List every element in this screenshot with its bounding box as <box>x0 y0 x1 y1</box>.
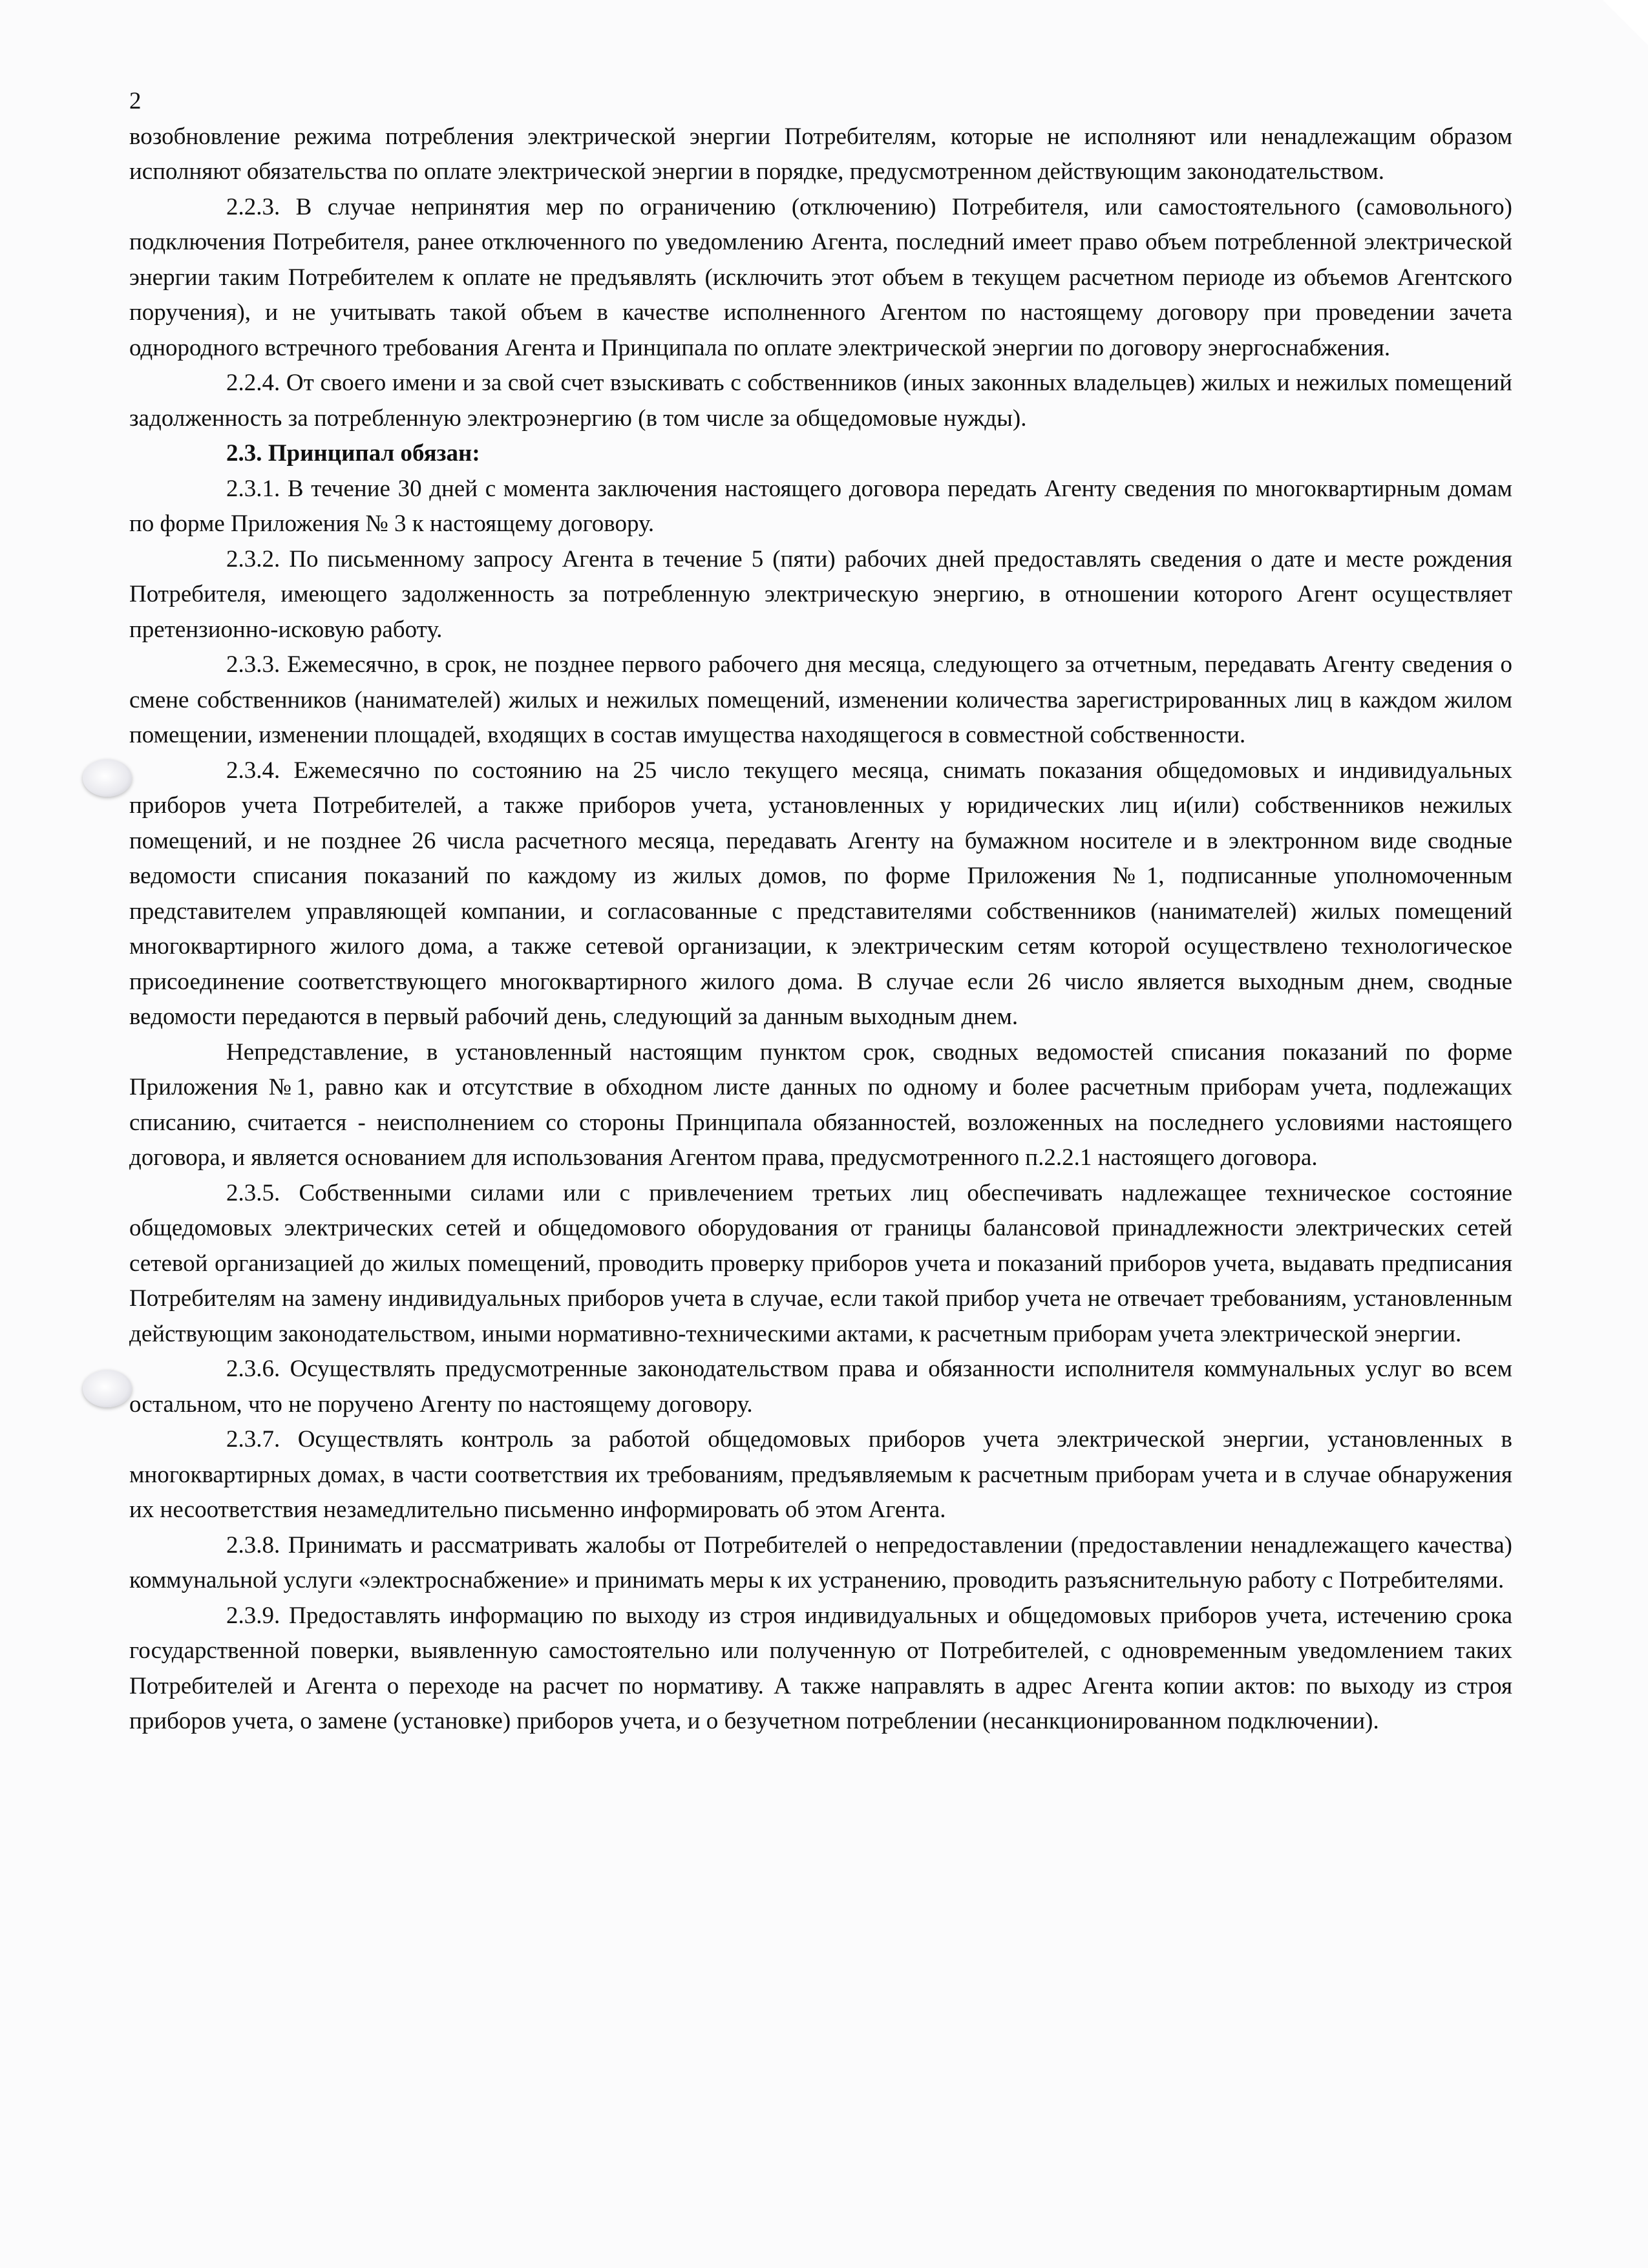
punch-hole-upper <box>83 759 132 797</box>
clause-2-3-3: 2.3.3. Ежемесячно, в срок, не позднее первого рабочего дня месяца, следующего за отчетным, передавать Агенту сведения о смене собственников (нанимателей) жилых и нежилых помещений, изменении количества зарегистрированных лиц в каждом жилом помещении, изменении площадей, входящих в состав имущества находящегося в совместной собственности. <box>129 651 1512 748</box>
clause-2-3-6: 2.3.6. Осуществлять предусмотренные законодательством права и обязанности исполнителя коммунальных услуг во всем остальном, что не поручено Агенту по настоящему договору. <box>129 1356 1512 1418</box>
clause-2-2-4: 2.2.4. От своего имени и за свой счет взыскивать с собственников (иных законных владельцев) жилых и нежилых помещений задолженность за потребленную электроэнергию (в том числе за общедомовые нужды). <box>129 370 1512 432</box>
clause-2-3-8: 2.3.8. Принимать и рассматривать жалобы от Потребителей о непредоставлении (предоставлении ненадлежащего качества) коммунальной услуги «электроснабжение» и принимать меры к их устранению, проводить разъяснительную работу с Потребителями. <box>129 1531 1512 1593</box>
page-number: 2 <box>129 88 142 114</box>
document-body <box>129 84 1512 1739</box>
clause-2-3-5: 2.3.5. Собственными силами или с привлечением третьих лиц обеспечивать надлежащее техническое состояние общедомовых электрических сетей и общедомового оборудования от границы балансовой принадлежности электрических сетей сетевой организацией до жилых помещений, проводить проверку приборов учета и показаний приборов учета, выдавать предписания Потребителям на замену индивидуальных приборов учета в случае, если такой прибор учета не отвечает требованиям, установленным действующим законодательством, иными нормативно-техническими актами, к расчетным приборам учета электрической энергии. <box>129 1179 1512 1347</box>
section-heading-2-3: 2.3. Принципал обязан: <box>226 440 480 467</box>
paragraph-continuation: возобновление режима потребления электрической энергии Потребителям, которые не исполняют или ненадлежащим образом исполняют обязательства по оплате электрической энергии в порядке, предусмотренном действующим законодательством. <box>129 123 1512 185</box>
clause-2-3-4: 2.3.4. Ежемесячно по состоянию на 25 число текущего месяца, снимать показания общедомовых и индивидуальных приборов учета Потребителей, а также приборов учета, установленных у юридических лиц и(или) собственников нежилых помещений, и не позднее 26 числа расчетного месяца, передавать Агенту на бумажном носителе и в электронном виде сводные ведомости списания показаний по каждому из жилых домов, по форме Приложения №1, подписанные уполномоченным представителем управляющей компании, и согласованные с представителями собственников (нанимателей) жилых помещений многоквартирного жилого дома, а также сетевой организации, к электрическим сетям которой осуществлено технологическое присоединение соответствующего многоквартирного жилого дома. В случае если 26 число является выходным днем, сводные ведомости передаются в первый рабочий день, следующий за данным выходным днем. <box>129 757 1512 1030</box>
punch-hole-lower <box>83 1370 132 1407</box>
clause-2-3-7: 2.3.7. Осуществлять контроль за работой общедомовых приборов учета электрической энергии, установленных в многоквартирных домах, в части соответствия их требованиям, предъявляемым к расчетным приборам учета и в случае обнаружения их несоответствия незамедлительно письменно информировать об этом Агента. <box>129 1426 1512 1523</box>
clause-2-3-9: 2.3.9. Предоставлять информацию по выходу из строя индивидуальных и общедомовых приборов учета, истечению срока государственной поверки, выявленную самостоятельно или полученную от Потребителей, с одновременным уведомлением таких Потребителей и Агента о переходе на расчет по нормативу. А также направлять в адрес Агента копии актов: по выходу из строя приборов учета, о замене (установке) приборов учета, и о безучетном потреблении (несанкционированном подключении). <box>129 1602 1512 1734</box>
folded-corner <box>1603 0 1648 45</box>
clause-2-3-2: 2.3.2. По письменному запросу Агента в течение 5 (пяти) рабочих дней предоставлять сведения о дате и месте рождения Потребителя, имеющего задолженность за потребленную электрическую энергию, в отношении которого Агент осуществляет претензионно-исковую работу. <box>129 545 1512 643</box>
clause-2-3-1: 2.3.1. В течение 30 дней с момента заключения настоящего договора передать Агенту сведения по многоквартирным домам по форме Приложения № 3 к настоящему договору. <box>129 475 1512 537</box>
clause-2-3-4-note: Непредставление, в установленный настоящим пунктом срок, сводных ведомостей списания показаний по форме Приложения №1, равно как и отсутствие в обходном листе данных по одному и более расчетным приборам учета, подлежащих списанию, считается - неисполнением со стороны Принципала обязанностей, возложенных на последнего условиями настоящего договора, и является основанием для использования Агентом права, предусмотренного п.2.2.1 настоящего договора. <box>129 1038 1512 1171</box>
clause-2-2-3: 2.2.3. В случае непринятия мер по ограничению (отключению) Потребителя, или самостоятельного (самовольного) подключения Потребителя, ранее отключенного по уведомлению Агента, последний имеет право объем потребленной электрической энергии таким Потребителем к оплате не предъявлять (исключить этот объем в текущем расчетном периоде из объемов Агентского поручения), и не учитывать такой объем в качестве исполненного Агентом по настоящему договору при проведении зачета однородного встречного требования Агента и Принципала по оплате электрической энергии по договору энергоснабжения. <box>129 193 1512 361</box>
